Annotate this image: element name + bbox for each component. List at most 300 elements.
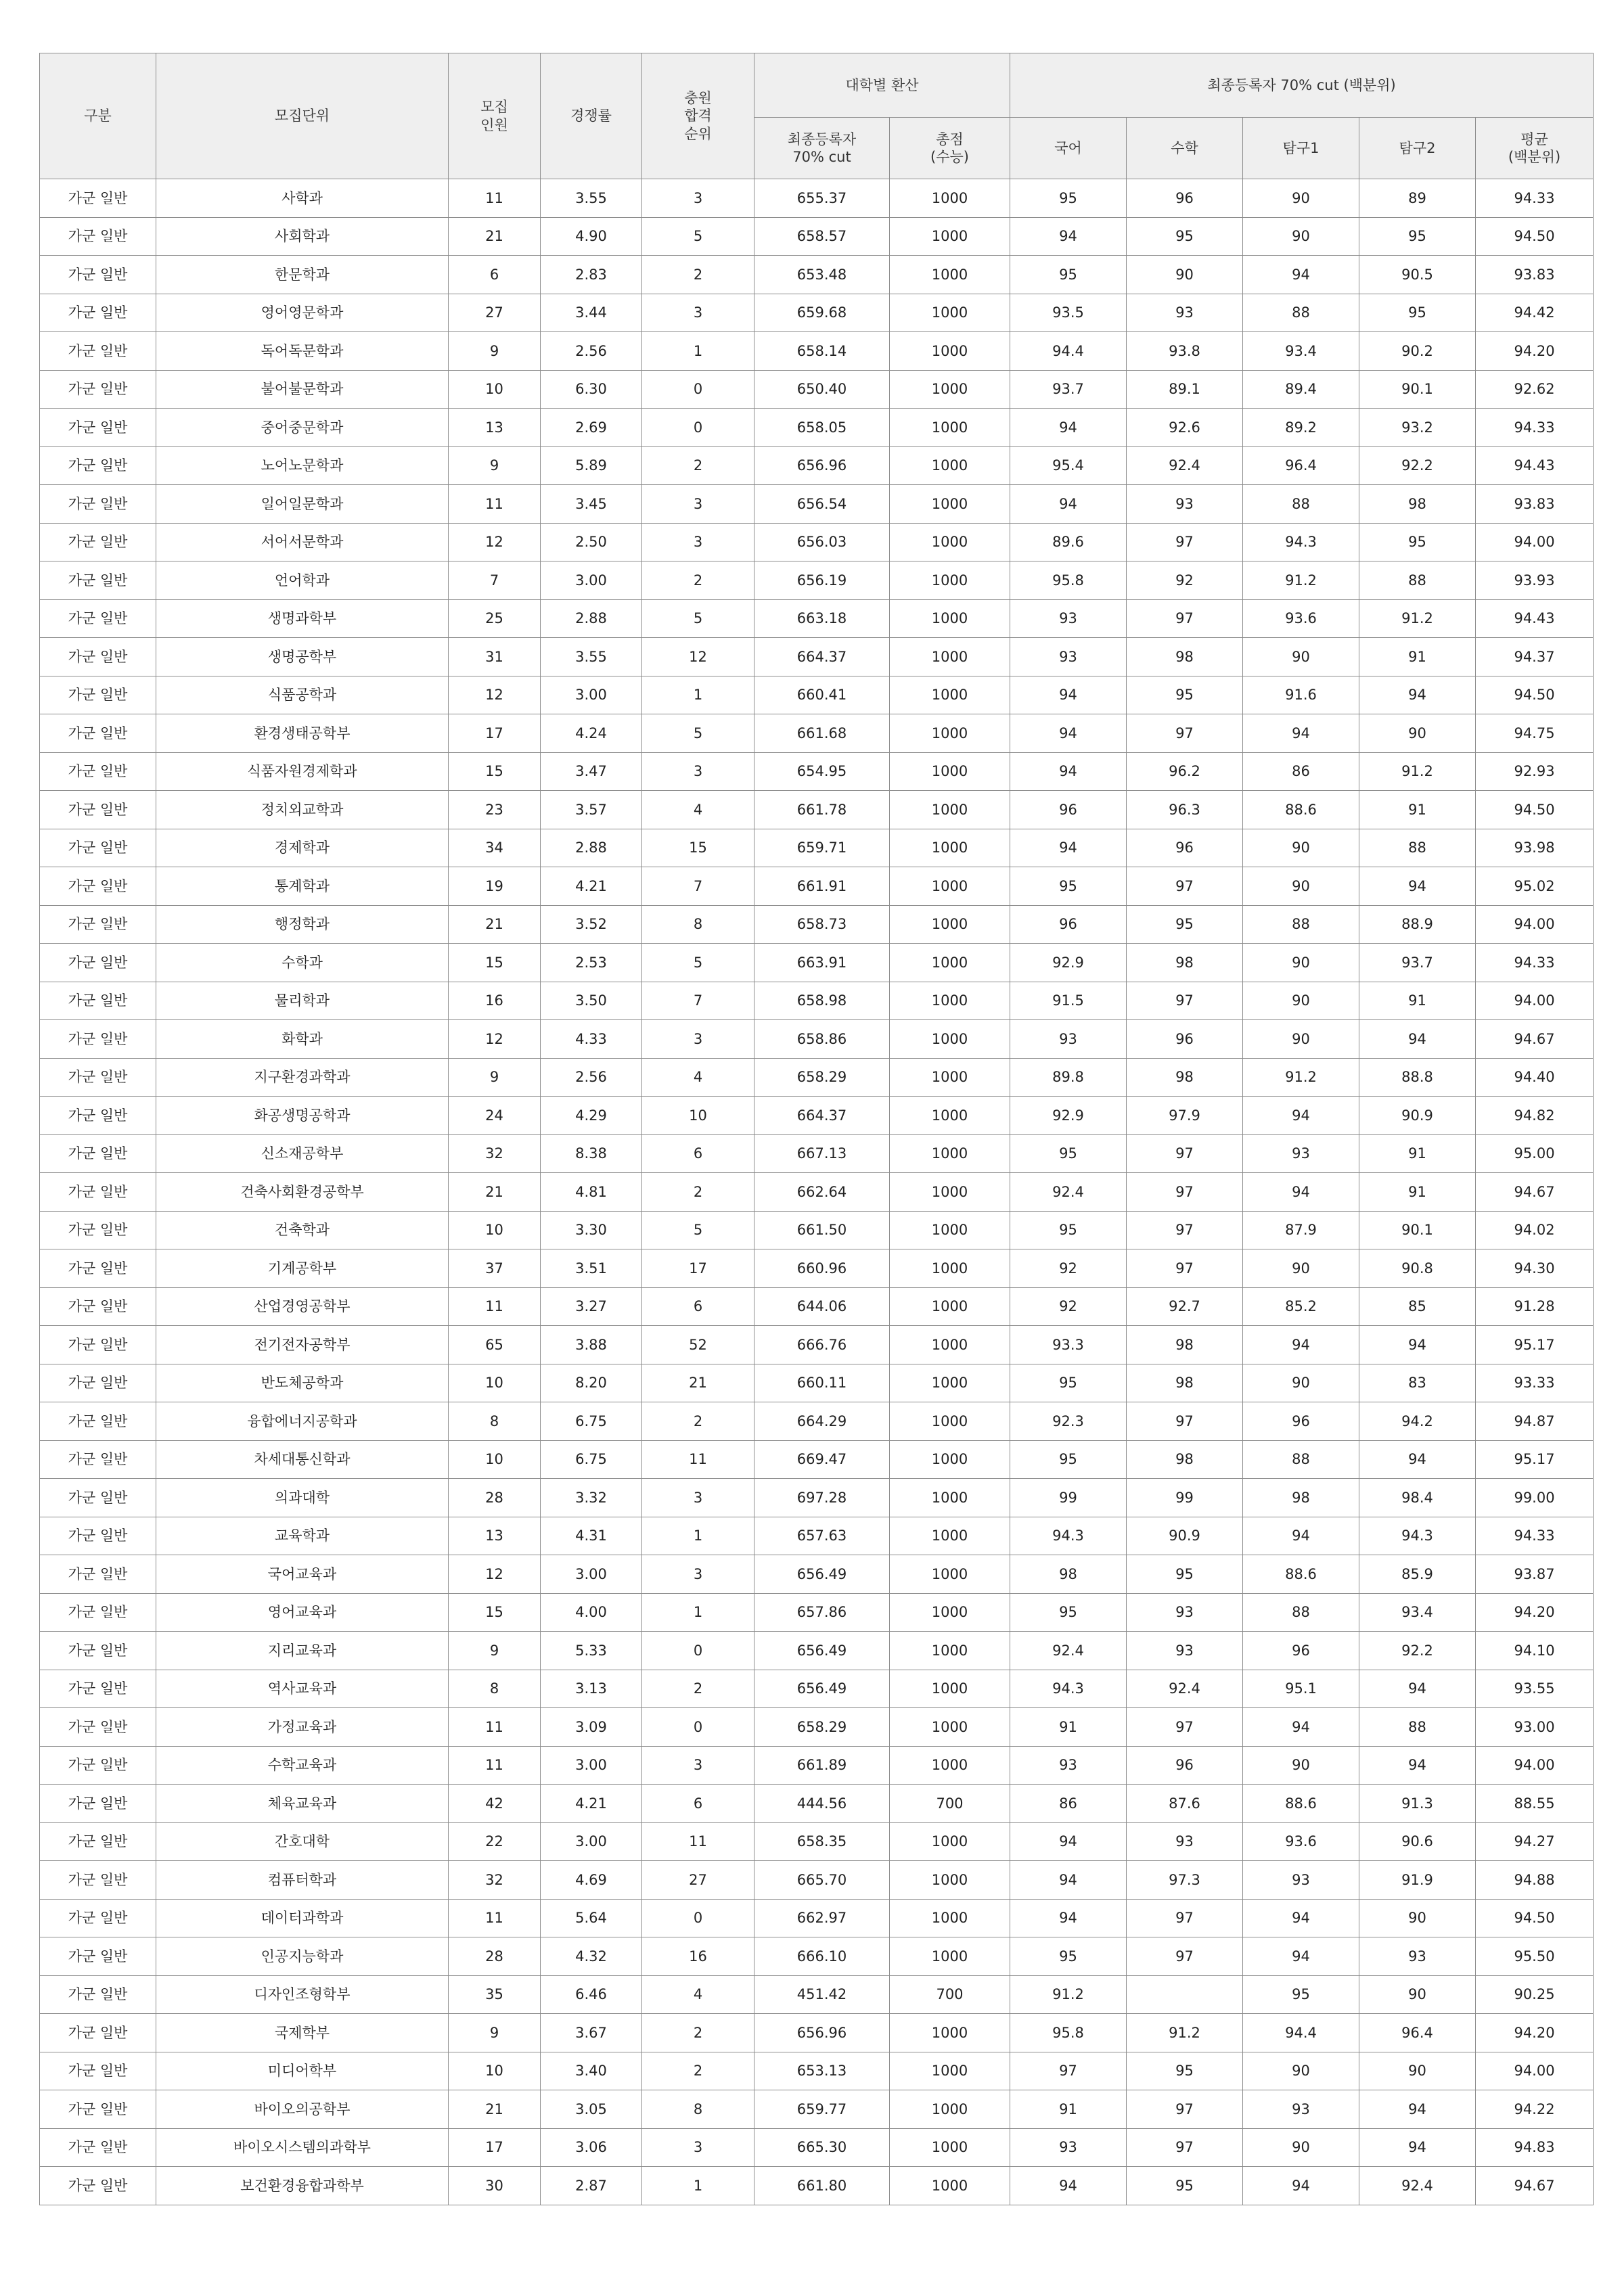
cell-math: 93 — [1127, 1593, 1243, 1632]
cell-inquiry2: 90 — [1359, 1899, 1476, 1937]
cell-waitlist: 2 — [642, 2052, 754, 2090]
cell-converted-total: 1000 — [890, 1364, 1010, 1402]
cell-quota: 17 — [449, 714, 541, 753]
table-row — [40, 1287, 1594, 1326]
cell-math: 97 — [1127, 1211, 1243, 1249]
cell-gubun: 가군 일반 — [40, 1479, 156, 1517]
cell-converted-cut: 658.73 — [754, 905, 890, 944]
cell-inquiry2: 98.4 — [1359, 1479, 1476, 1517]
cell-korean: 94 — [1010, 714, 1127, 753]
cell-math: 97 — [1127, 599, 1243, 638]
cell-korean: 97 — [1010, 2052, 1127, 2090]
cell-ratio: 3.55 — [541, 179, 642, 218]
cell-waitlist: 27 — [642, 1861, 754, 1900]
cell-quota: 11 — [449, 1708, 541, 1747]
cell-inquiry2: 93.4 — [1359, 1593, 1476, 1632]
cell-quota: 42 — [449, 1785, 541, 1823]
cell-ratio: 2.53 — [541, 944, 642, 982]
cell-converted-total: 1000 — [890, 1173, 1010, 1212]
cell-converted-cut: 663.91 — [754, 944, 890, 982]
cell-inquiry2: 94 — [1359, 1440, 1476, 1479]
cell-inquiry2: 85.9 — [1359, 1555, 1476, 1594]
cell-inquiry2: 94 — [1359, 1020, 1476, 1059]
cell-ratio: 5.89 — [541, 446, 642, 485]
cell-math: 97 — [1127, 2090, 1243, 2129]
table-row — [40, 1020, 1594, 1059]
cell-math: 98 — [1127, 944, 1243, 982]
cell-unit: 기계공학부 — [156, 1249, 449, 1288]
table-row — [40, 561, 1594, 600]
cell-gubun: 가군 일반 — [40, 1899, 156, 1937]
cell-korean: 92.4 — [1010, 1173, 1127, 1212]
cell-gubun: 가군 일반 — [40, 1249, 156, 1288]
cell-converted-cut: 656.96 — [754, 446, 890, 485]
cell-converted-total: 1000 — [890, 599, 1010, 638]
cell-math: 93.8 — [1127, 332, 1243, 371]
cell-inquiry1: 93.6 — [1243, 1822, 1359, 1861]
cell-inquiry1: 95 — [1243, 1975, 1359, 2014]
cell-inquiry1: 91.2 — [1243, 1058, 1359, 1097]
cell-average: 94.67 — [1476, 1020, 1594, 1059]
cell-inquiry2: 90.5 — [1359, 256, 1476, 294]
cell-unit: 수학과 — [156, 944, 449, 982]
cell-inquiry2: 90.6 — [1359, 1822, 1476, 1861]
cell-average: 93.33 — [1476, 1364, 1594, 1402]
cell-korean: 91 — [1010, 2090, 1127, 2129]
table-row — [40, 1249, 1594, 1288]
cell-gubun: 가군 일반 — [40, 829, 156, 867]
cell-quota: 17 — [449, 2128, 541, 2167]
cell-ratio: 4.00 — [541, 1593, 642, 1632]
cell-waitlist: 3 — [642, 1555, 754, 1594]
cell-inquiry1: 96 — [1243, 1632, 1359, 1670]
table-row — [40, 2128, 1594, 2167]
cell-converted-cut: 661.91 — [754, 867, 890, 906]
cell-waitlist: 0 — [642, 1632, 754, 1670]
cell-ratio: 3.45 — [541, 485, 642, 524]
header-converted: 대학별 환산 — [754, 53, 1010, 118]
table-row — [40, 1517, 1594, 1555]
cell-inquiry1: 94 — [1243, 1708, 1359, 1747]
cell-average: 94.40 — [1476, 1058, 1594, 1097]
table-row — [40, 867, 1594, 906]
cell-korean: 94 — [1010, 676, 1127, 714]
cell-ratio: 2.83 — [541, 256, 642, 294]
cell-inquiry2: 92.4 — [1359, 2167, 1476, 2205]
cell-converted-cut: 659.71 — [754, 829, 890, 867]
cell-math: 99 — [1127, 1479, 1243, 1517]
cell-korean: 93.7 — [1010, 370, 1127, 409]
table-row — [40, 2090, 1594, 2129]
cell-waitlist: 4 — [642, 1975, 754, 2014]
cell-korean: 95 — [1010, 256, 1127, 294]
cell-converted-total: 1000 — [890, 179, 1010, 218]
cell-gubun: 가군 일반 — [40, 2128, 156, 2167]
cell-average: 88.55 — [1476, 1785, 1594, 1823]
cell-average: 94.00 — [1476, 2052, 1594, 2090]
cell-unit: 건축학과 — [156, 1211, 449, 1249]
cell-inquiry1: 94 — [1243, 1899, 1359, 1937]
cell-unit: 가정교육과 — [156, 1708, 449, 1747]
cell-converted-cut: 653.48 — [754, 256, 890, 294]
cell-gubun: 가군 일반 — [40, 982, 156, 1020]
cell-gubun: 가군 일반 — [40, 409, 156, 447]
cell-quota: 22 — [449, 1822, 541, 1861]
cell-math: 92.7 — [1127, 1287, 1243, 1326]
cell-unit: 전기전자공학부 — [156, 1326, 449, 1364]
header-korean: 국어 — [1010, 118, 1127, 179]
table-row — [40, 256, 1594, 294]
cell-waitlist: 3 — [642, 523, 754, 561]
cell-gubun: 가군 일반 — [40, 1670, 156, 1708]
cell-korean: 95 — [1010, 867, 1127, 906]
cell-ratio: 3.30 — [541, 1211, 642, 1249]
cell-ratio: 3.00 — [541, 676, 642, 714]
cell-average: 95.17 — [1476, 1326, 1594, 1364]
cell-korean: 92.9 — [1010, 1097, 1127, 1135]
cell-quota: 37 — [449, 1249, 541, 1288]
cell-math: 97 — [1127, 1249, 1243, 1288]
header-ratio: 경쟁률 — [541, 53, 642, 179]
table-row — [40, 217, 1594, 256]
cell-average: 94.00 — [1476, 905, 1594, 944]
cell-waitlist: 2 — [642, 561, 754, 600]
cell-converted-total: 1000 — [890, 752, 1010, 791]
cell-unit: 디자인조형학부 — [156, 1975, 449, 2014]
table-row — [40, 179, 1594, 218]
cell-gubun: 가군 일반 — [40, 599, 156, 638]
cell-average: 94.43 — [1476, 599, 1594, 638]
cell-converted-total: 1000 — [890, 1822, 1010, 1861]
cell-math: 95 — [1127, 1555, 1243, 1594]
header-inquiry1: 탐구1 — [1243, 118, 1359, 179]
header-unit: 모집단위 — [156, 53, 449, 179]
cell-unit: 교육학과 — [156, 1517, 449, 1555]
cell-converted-total: 1000 — [890, 982, 1010, 1020]
table-row — [40, 1211, 1594, 1249]
cell-waitlist: 6 — [642, 1785, 754, 1823]
header-math: 수학 — [1127, 118, 1243, 179]
cell-korean: 94.3 — [1010, 1670, 1127, 1708]
cell-converted-total: 1000 — [890, 714, 1010, 753]
cell-converted-cut: 660.96 — [754, 1249, 890, 1288]
cell-math: 97.3 — [1127, 1861, 1243, 1900]
cell-inquiry1: 85.2 — [1243, 1287, 1359, 1326]
table-row — [40, 1785, 1594, 1823]
cell-math: 97 — [1127, 1134, 1243, 1173]
cell-waitlist: 1 — [642, 1517, 754, 1555]
cell-gubun: 가군 일반 — [40, 370, 156, 409]
cell-converted-cut: 660.41 — [754, 676, 890, 714]
table-row — [40, 752, 1594, 791]
cell-waitlist: 5 — [642, 599, 754, 638]
cell-waitlist: 5 — [642, 714, 754, 753]
table-row — [40, 1402, 1594, 1441]
cell-average: 94.20 — [1476, 332, 1594, 371]
cell-waitlist: 12 — [642, 638, 754, 676]
cell-gubun: 가군 일반 — [40, 2167, 156, 2205]
cell-korean: 94 — [1010, 752, 1127, 791]
cell-inquiry2: 90.1 — [1359, 370, 1476, 409]
cell-inquiry1: 88 — [1243, 905, 1359, 944]
cell-quota: 32 — [449, 1861, 541, 1900]
cell-math: 90 — [1127, 256, 1243, 294]
cell-inquiry1: 90 — [1243, 867, 1359, 906]
cell-inquiry1: 88.6 — [1243, 1785, 1359, 1823]
cell-inquiry2: 94 — [1359, 867, 1476, 906]
cell-gubun: 가군 일반 — [40, 1593, 156, 1632]
table-row — [40, 1937, 1594, 1976]
cell-converted-total: 1000 — [890, 2014, 1010, 2052]
cell-converted-total: 1000 — [890, 829, 1010, 867]
cell-converted-cut: 655.37 — [754, 179, 890, 218]
cell-average: 95.50 — [1476, 1937, 1594, 1976]
table-row — [40, 1555, 1594, 1594]
table-row — [40, 446, 1594, 485]
cell-math: 97 — [1127, 867, 1243, 906]
cell-math: 92.4 — [1127, 446, 1243, 485]
cell-inquiry1: 90 — [1243, 982, 1359, 1020]
cell-korean: 96 — [1010, 905, 1127, 944]
cell-korean: 91 — [1010, 1708, 1127, 1747]
cell-ratio: 3.51 — [541, 1249, 642, 1288]
cell-converted-cut: 697.28 — [754, 1479, 890, 1517]
table-row — [40, 485, 1594, 524]
cell-korean: 95 — [1010, 179, 1127, 218]
table-row — [40, 1708, 1594, 1747]
cell-gubun: 가군 일반 — [40, 217, 156, 256]
cell-converted-total: 1000 — [890, 1020, 1010, 1059]
cell-converted-cut: 451.42 — [754, 1975, 890, 2014]
cell-inquiry1: 94 — [1243, 1326, 1359, 1364]
table-row — [40, 409, 1594, 447]
cell-gubun: 가군 일반 — [40, 1746, 156, 1785]
cell-converted-cut: 658.05 — [754, 409, 890, 447]
cell-gubun: 가군 일반 — [40, 446, 156, 485]
table-row — [40, 638, 1594, 676]
table-row — [40, 982, 1594, 1020]
cell-average: 93.87 — [1476, 1555, 1594, 1594]
cell-converted-total: 1000 — [890, 1517, 1010, 1555]
cell-korean: 93 — [1010, 1020, 1127, 1059]
cell-converted-total: 1000 — [890, 905, 1010, 944]
cell-inquiry2: 94 — [1359, 2090, 1476, 2129]
cell-ratio: 3.00 — [541, 1822, 642, 1861]
cell-inquiry1: 87.9 — [1243, 1211, 1359, 1249]
cell-korean: 93 — [1010, 1746, 1127, 1785]
cell-inquiry2: 91.2 — [1359, 752, 1476, 791]
cell-converted-total: 1000 — [890, 1402, 1010, 1441]
cell-average: 94.33 — [1476, 179, 1594, 218]
cell-inquiry2: 88 — [1359, 829, 1476, 867]
cell-unit: 바이오의공학부 — [156, 2090, 449, 2129]
cell-ratio: 5.33 — [541, 1632, 642, 1670]
cell-average: 94.82 — [1476, 1097, 1594, 1135]
cell-gubun: 가군 일반 — [40, 944, 156, 982]
cell-converted-total: 1000 — [890, 1211, 1010, 1249]
cell-gubun: 가군 일반 — [40, 1402, 156, 1441]
table-row — [40, 1364, 1594, 1402]
cell-converted-total: 1000 — [890, 1670, 1010, 1708]
table-row — [40, 829, 1594, 867]
table-row — [40, 1670, 1594, 1708]
cell-converted-cut: 666.10 — [754, 1937, 890, 1976]
cell-average: 94.37 — [1476, 638, 1594, 676]
cell-quota: 32 — [449, 1134, 541, 1173]
cell-gubun: 가군 일반 — [40, 752, 156, 791]
cell-average: 94.67 — [1476, 1173, 1594, 1212]
cell-waitlist: 21 — [642, 1364, 754, 1402]
cell-quota: 7 — [449, 561, 541, 600]
cell-waitlist: 8 — [642, 905, 754, 944]
cell-unit: 서어서문학과 — [156, 523, 449, 561]
cell-converted-cut: 653.13 — [754, 2052, 890, 2090]
cell-average: 94.43 — [1476, 446, 1594, 485]
cell-inquiry1: 90 — [1243, 1364, 1359, 1402]
cell-waitlist: 2 — [642, 446, 754, 485]
cell-converted-total: 1000 — [890, 1479, 1010, 1517]
cell-quota: 25 — [449, 599, 541, 638]
cell-gubun: 가군 일반 — [40, 1632, 156, 1670]
cell-average: 93.55 — [1476, 1670, 1594, 1708]
cell-ratio: 3.52 — [541, 905, 642, 944]
cell-average: 94.50 — [1476, 1899, 1594, 1937]
header-final-group: 최종등록자 70% cut (백분위) — [1010, 53, 1594, 118]
cell-ratio: 2.50 — [541, 523, 642, 561]
cell-gubun: 가군 일반 — [40, 1020, 156, 1059]
cell-inquiry1: 94 — [1243, 1173, 1359, 1212]
cell-converted-cut: 664.37 — [754, 1097, 890, 1135]
cell-inquiry2: 85 — [1359, 1287, 1476, 1326]
cell-inquiry2: 91 — [1359, 638, 1476, 676]
cell-korean: 95 — [1010, 1364, 1127, 1402]
cell-ratio: 4.33 — [541, 1020, 642, 1059]
cell-converted-total: 1000 — [890, 485, 1010, 524]
cell-quota: 21 — [449, 217, 541, 256]
cell-inquiry1: 90 — [1243, 638, 1359, 676]
cell-gubun: 가군 일반 — [40, 1937, 156, 1976]
cell-converted-total: 1000 — [890, 256, 1010, 294]
cell-unit: 지구환경과학과 — [156, 1058, 449, 1097]
cell-quota: 21 — [449, 905, 541, 944]
cell-quota: 15 — [449, 944, 541, 982]
cell-math: 97 — [1127, 523, 1243, 561]
cell-gubun: 가군 일반 — [40, 1975, 156, 2014]
cell-ratio: 3.88 — [541, 1326, 642, 1364]
cell-korean: 93 — [1010, 2128, 1127, 2167]
cell-converted-cut: 654.95 — [754, 752, 890, 791]
cell-korean: 92 — [1010, 1249, 1127, 1288]
cell-inquiry2: 88 — [1359, 561, 1476, 600]
cell-average: 94.20 — [1476, 2014, 1594, 2052]
cell-unit: 융합에너지공학과 — [156, 1402, 449, 1441]
cell-ratio: 3.47 — [541, 752, 642, 791]
cell-inquiry1: 90 — [1243, 1746, 1359, 1785]
cell-inquiry1: 90 — [1243, 2052, 1359, 2090]
cell-gubun: 가군 일반 — [40, 1058, 156, 1097]
cell-ratio: 3.05 — [541, 2090, 642, 2129]
cell-unit: 데이터과학과 — [156, 1899, 449, 1937]
cell-gubun: 가군 일반 — [40, 1173, 156, 1212]
cell-quota: 12 — [449, 523, 541, 561]
cell-average: 94.00 — [1476, 1746, 1594, 1785]
cell-quota: 34 — [449, 829, 541, 867]
cell-inquiry2: 91 — [1359, 982, 1476, 1020]
cell-inquiry1: 94 — [1243, 714, 1359, 753]
cell-average: 92.93 — [1476, 752, 1594, 791]
cell-math — [1127, 1975, 1243, 2014]
cell-waitlist: 0 — [642, 1708, 754, 1747]
cell-quota: 9 — [449, 2014, 541, 2052]
cell-quota: 11 — [449, 179, 541, 218]
cell-waitlist: 1 — [642, 676, 754, 714]
cell-converted-cut: 663.18 — [754, 599, 890, 638]
cell-inquiry1: 94 — [1243, 2167, 1359, 2205]
cell-ratio: 2.56 — [541, 1058, 642, 1097]
cell-ratio: 3.32 — [541, 1479, 642, 1517]
cell-waitlist: 5 — [642, 944, 754, 982]
cell-converted-cut: 661.50 — [754, 1211, 890, 1249]
cell-quota: 11 — [449, 1287, 541, 1326]
cell-average: 94.50 — [1476, 791, 1594, 829]
cell-quota: 23 — [449, 791, 541, 829]
cell-inquiry1: 89.4 — [1243, 370, 1359, 409]
cell-ratio: 3.55 — [541, 638, 642, 676]
cell-ratio: 3.00 — [541, 1555, 642, 1594]
cell-math: 95 — [1127, 676, 1243, 714]
cell-converted-cut: 444.56 — [754, 1785, 890, 1823]
table-row — [40, 1899, 1594, 1937]
cell-average: 94.75 — [1476, 714, 1594, 753]
cell-inquiry1: 94 — [1243, 256, 1359, 294]
cell-unit: 보건환경융합과학부 — [156, 2167, 449, 2205]
cell-converted-cut: 659.68 — [754, 294, 890, 332]
cell-waitlist: 10 — [642, 1097, 754, 1135]
cell-converted-cut: 656.49 — [754, 1632, 890, 1670]
cell-gubun: 가군 일반 — [40, 179, 156, 218]
cell-quota: 15 — [449, 1593, 541, 1632]
cell-converted-total: 1000 — [890, 1593, 1010, 1632]
cell-gubun: 가군 일반 — [40, 1440, 156, 1479]
cell-converted-total: 1000 — [890, 1097, 1010, 1135]
cell-waitlist: 2 — [642, 1670, 754, 1708]
cell-gubun: 가군 일반 — [40, 256, 156, 294]
cell-inquiry2: 94.2 — [1359, 1402, 1476, 1441]
cell-quota: 35 — [449, 1975, 541, 2014]
cell-average: 94.42 — [1476, 294, 1594, 332]
table-row — [40, 1097, 1594, 1135]
table-row — [40, 523, 1594, 561]
cell-gubun: 가군 일반 — [40, 2014, 156, 2052]
table-body — [40, 179, 1594, 2205]
cell-average: 94.87 — [1476, 1402, 1594, 1441]
cell-converted-total: 1000 — [890, 217, 1010, 256]
cell-waitlist: 11 — [642, 1822, 754, 1861]
cell-converted-total: 1000 — [890, 2167, 1010, 2205]
cell-math: 95 — [1127, 217, 1243, 256]
cell-unit: 불어불문학과 — [156, 370, 449, 409]
cell-korean: 98 — [1010, 1555, 1127, 1594]
table-row — [40, 2014, 1594, 2052]
cell-waitlist: 3 — [642, 485, 754, 524]
cell-converted-cut: 660.11 — [754, 1364, 890, 1402]
cell-quota: 8 — [449, 1670, 541, 1708]
cell-gubun: 가군 일반 — [40, 1861, 156, 1900]
table-row — [40, 1822, 1594, 1861]
cell-waitlist: 11 — [642, 1440, 754, 1479]
cell-math: 93 — [1127, 294, 1243, 332]
cell-quota: 10 — [449, 1211, 541, 1249]
